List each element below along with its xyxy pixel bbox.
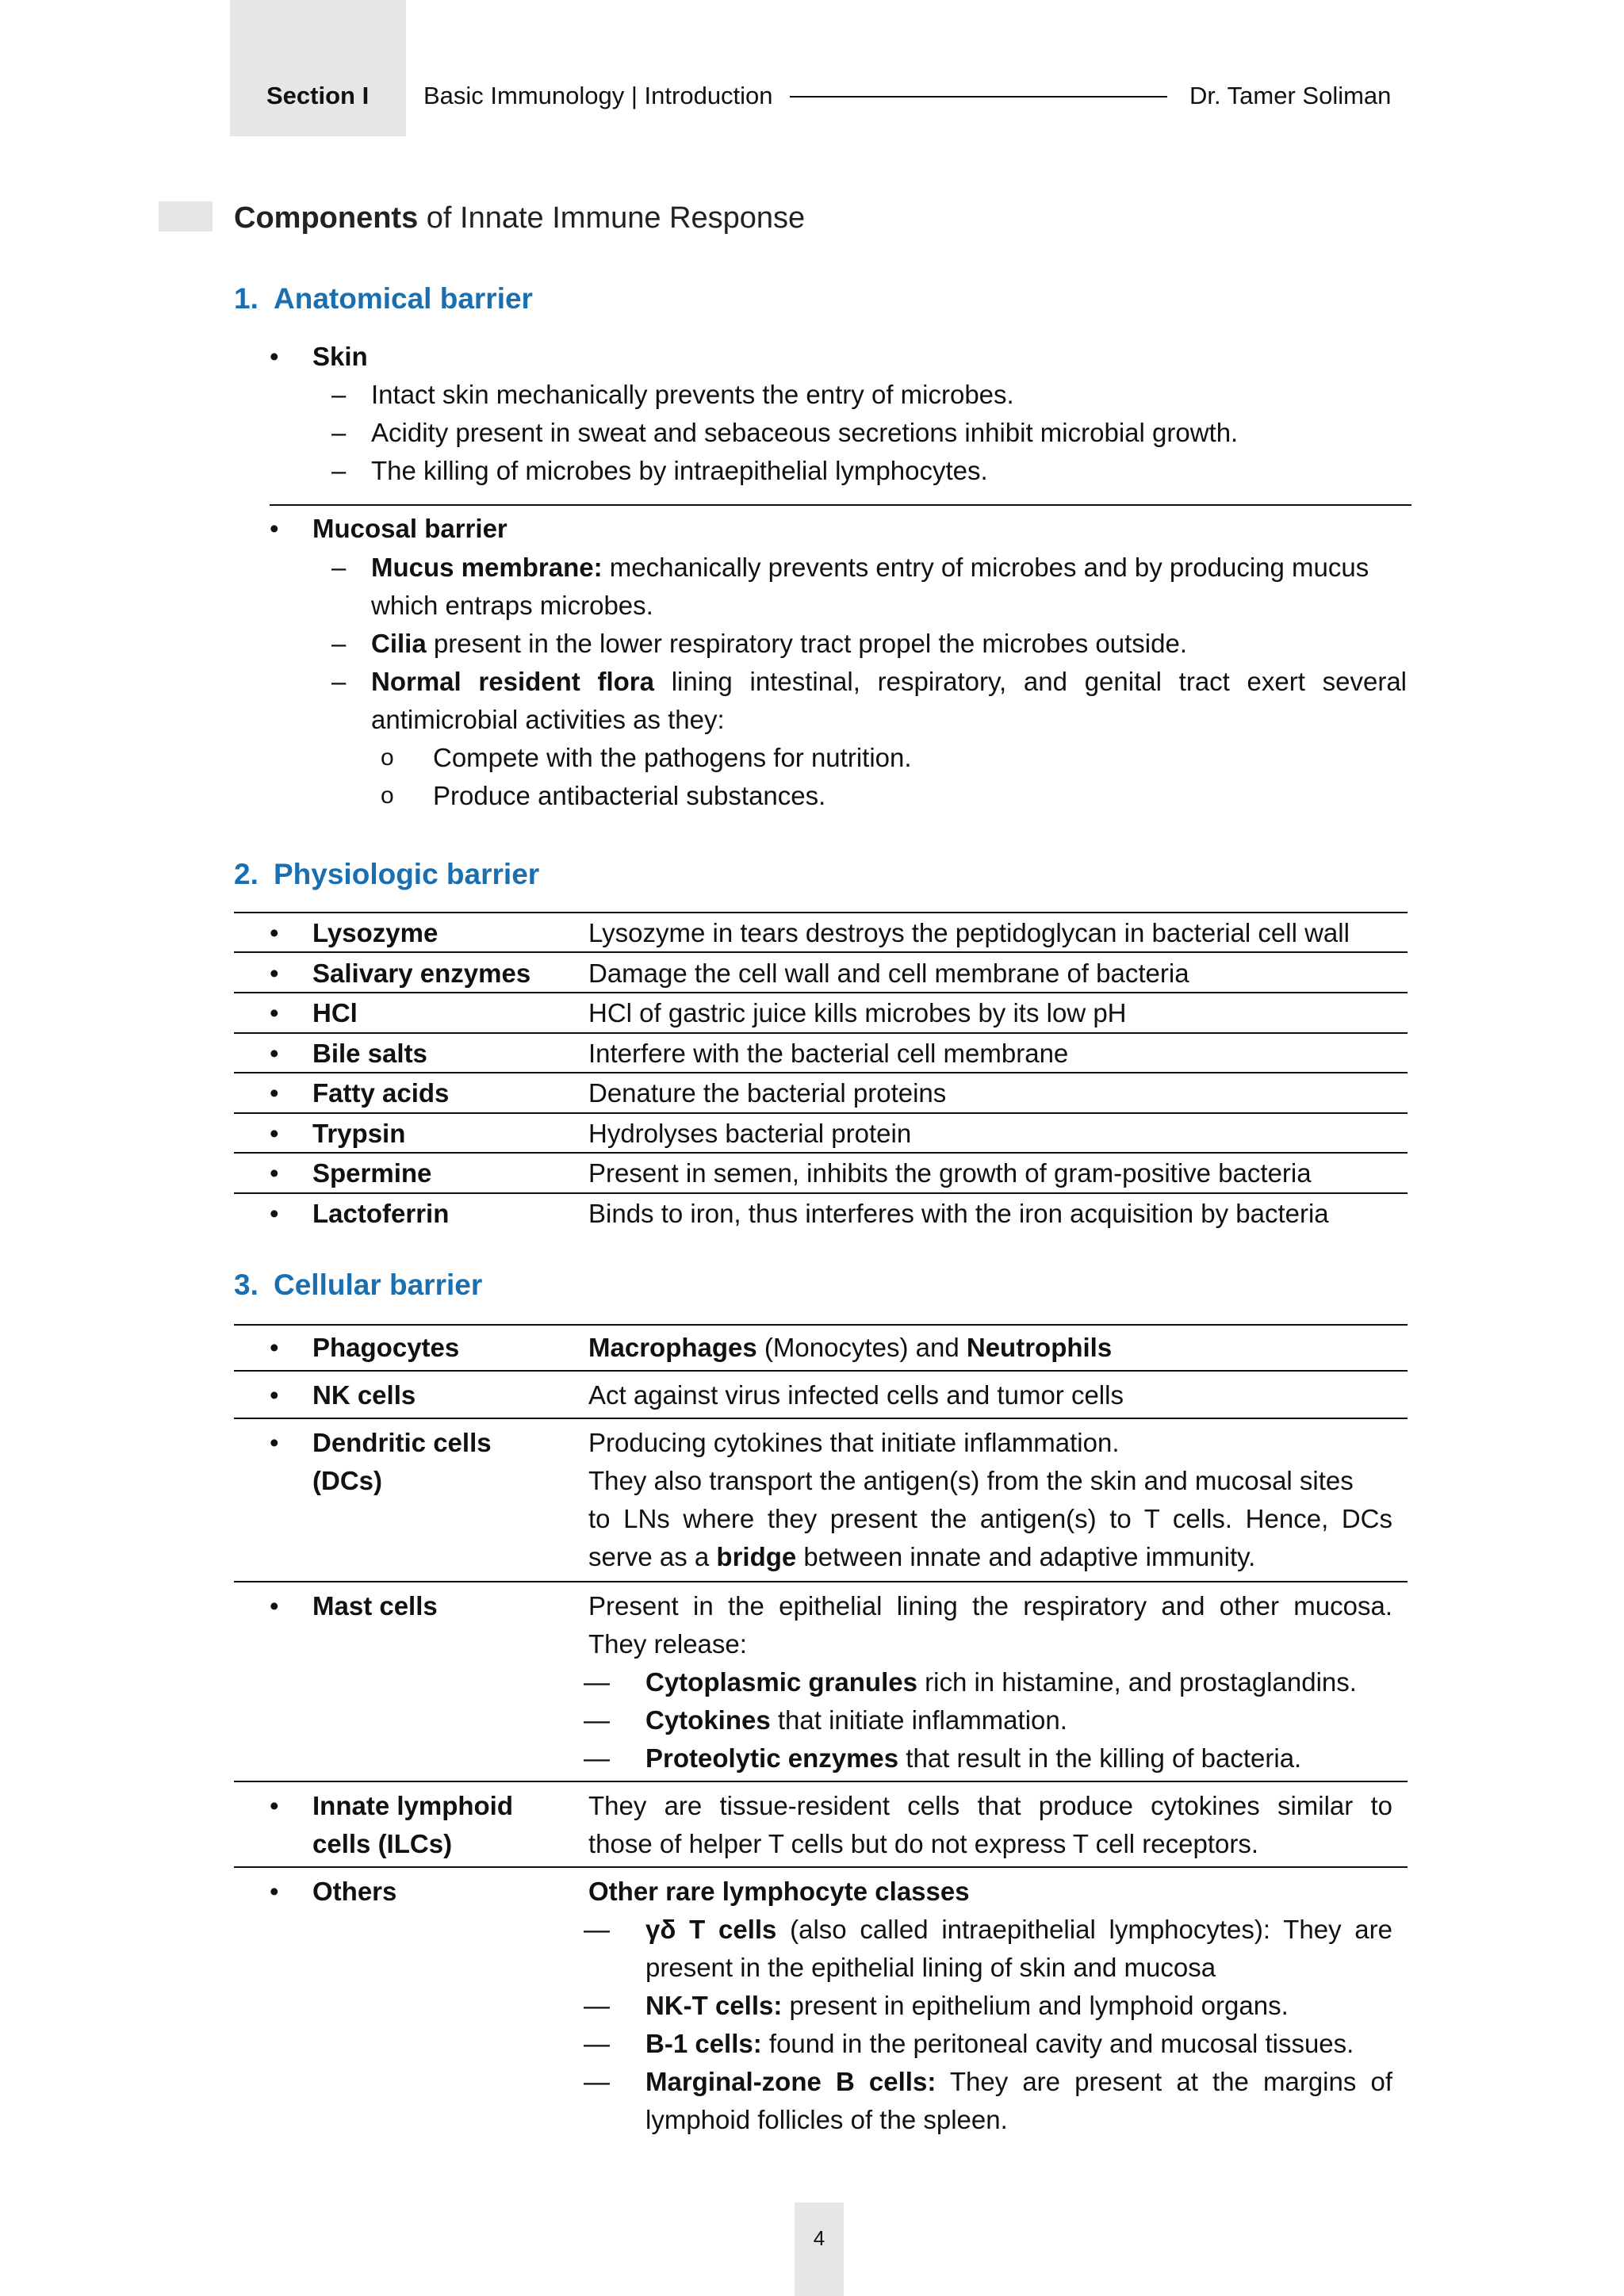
cellular-desc: They also transport the antigen(s) from the skin and mucosal sites [588,1466,1354,1495]
header-rule [790,96,1167,98]
heading-text: Cellular barrier [274,1269,483,1301]
dash: – [331,380,347,409]
bullet: • [270,1119,279,1148]
cilia-text: present in the lower respiratory tract propel the microbes outside. [426,629,1187,658]
bullet: • [270,1380,279,1410]
physiologic-term: Bile salts [312,1039,427,1068]
text: rich in histamine, and prostaglandins. [917,1667,1357,1697]
physiologic-desc: Damage the cell wall and cell membrane of bacteria [588,959,1189,988]
row-rule [234,992,1408,993]
heading-text: Physiologic barrier [274,858,540,890]
heading-anatomical [234,282,533,316]
flora-line-2: antimicrobial activities as they: [371,705,725,734]
bullet: • [270,998,279,1027]
flora-sub-item: Compete with the pathogens for nutrition. [433,743,912,772]
physiologic-term: Fatty acids [312,1078,450,1108]
mast-item [645,1701,1067,1739]
text: found in the peritoneal cavity and mucosal tissues. [761,2029,1354,2058]
text: (also called intraepithelial lymphocytes): They are [776,1915,1392,1944]
row-rule [234,1072,1408,1073]
cellular-desc: to LNs where they present the antigen(s) to T cells. Hence, DCs [588,1504,1392,1533]
cellular-desc: Act against virus infected cells and tumor cells [588,1380,1124,1410]
physiologic-term: Spermine [312,1158,432,1188]
skin-label: Skin [312,342,368,371]
text: (Monocytes) and [756,1333,967,1362]
physiologic-desc: Binds to iron, thus interferes with the iron acquisition by bacteria [588,1199,1329,1228]
row-rule [234,1418,1408,1419]
bullet: • [270,1078,279,1108]
physiologic-term: Salivary enzymes [312,959,531,988]
flora-sub-item: Produce antibacterial substances. [433,781,826,810]
row-rule [234,1781,1408,1782]
cellular-term: Dendritic cells [312,1428,492,1457]
mast-item [645,1739,1301,1777]
divider [270,504,1411,506]
em-dash: — [584,1915,610,1944]
bullet: • [270,1791,279,1820]
bullet: • [270,918,279,947]
physiologic-desc: HCl of gastric juice kills microbes by its low pH [588,998,1127,1027]
bullet: • [270,1199,279,1228]
text: present in epithelium and lymphoid organs. [782,1991,1289,2020]
bold-term: Cytoplasmic granules [645,1667,917,1697]
flora-text: lining intestinal, respiratory, and genital tract exert several [654,667,1408,696]
row-rule [234,1032,1408,1034]
mast-item [645,1663,1357,1701]
cilia-line [371,625,1187,663]
others-item-cont: lymphoid follicles of the spleen. [645,2105,1008,2134]
cellular-desc: They release: [588,1629,747,1659]
cellular-desc: Present in the epithelial lining the respiratory and other mucosa. [588,1591,1392,1621]
header-subject: Basic Immunology | Introduction [423,82,773,109]
em-dash: — [584,1991,610,2020]
text: that result in the killing of bacteria. [898,1743,1302,1773]
bold-term: Neutrophils [966,1333,1113,1362]
bullet: • [270,1877,279,1906]
bold-term: bridge [716,1542,797,1571]
cellular-term-2: (DCs) [312,1466,382,1495]
row-rule [234,1112,1408,1114]
mucus-text: mechanically prevents entry of microbes and by producing mucus [602,553,1369,582]
dash: – [331,553,347,582]
page-number-tab [795,2202,844,2296]
cellular-term: Innate lymphoid [312,1791,514,1820]
bullet: • [270,342,279,371]
row-rule [234,1152,1408,1154]
flora-line [371,663,1407,701]
bullet: • [270,1039,279,1068]
mucus-line-2: which entraps microbes. [371,591,653,620]
bold-term: Macrophages [588,1333,757,1362]
cellular-desc: Producing cytokines that initiate inflammation. [588,1428,1120,1457]
bullet: • [270,514,279,543]
title-rest: of Innate Immune Response [418,201,806,235]
table-top-rule [234,912,1408,913]
title-bold: Components [234,201,419,235]
bullet: • [270,959,279,988]
physiologic-desc: Present in semen, inhibits the growth of gram-positive bacteria [588,1158,1312,1188]
text: that initiate inflammation. [770,1705,1067,1735]
cellular-term: Mast cells [312,1591,438,1621]
flora-term: Normal resident flora [371,667,655,696]
heading-physiologic [234,858,539,891]
skin-item: The killing of microbes by intraepithelial lymphocytes. [371,456,988,485]
heading-number: 1. [234,282,259,315]
em-dash: — [584,2029,610,2058]
section-label: Section I [266,82,370,109]
page-number: 4 [813,2226,825,2250]
bullet: • [270,1591,279,1621]
bullet: • [270,1158,279,1188]
mucus-term: Mucus membrane: [371,553,603,582]
bold-term: Cytokines [645,1705,771,1735]
physiologic-desc: Denature the bacterial proteins [588,1078,947,1108]
cellular-desc [588,1538,1255,1576]
page-title [234,201,805,235]
circle-bullet: o [381,783,394,809]
text: They are present at the margins of [936,2067,1392,2096]
cellular-term: Others [312,1877,397,1906]
row-rule [234,1370,1408,1372]
row-rule [234,951,1408,953]
cilia-term: Cilia [371,629,427,658]
cellular-desc: They are tissue-resident cells that produce cytokines similar to [588,1791,1392,1820]
heading-number: 3. [234,1269,259,1301]
others-item [645,2025,1354,2063]
em-dash: — [584,1743,610,1773]
heading-text: Anatomical barrier [274,282,533,315]
heading-cellular [234,1269,482,1302]
cellular-term: Phagocytes [312,1333,460,1362]
physiologic-desc: Lysozyme in tears destroys the peptidoglycan in bacterial cell wall [588,918,1350,947]
others-item [645,1987,1289,2025]
row-rule [234,1581,1408,1582]
em-dash: — [584,2067,610,2096]
circle-bullet: o [381,744,394,771]
cellular-desc: those of helper T cells but do not express T cell receptors. [588,1829,1259,1858]
row-rule [234,1192,1408,1194]
physiologic-desc: Hydrolyses bacterial protein [588,1119,912,1148]
others-item-cont: present in the epithelial lining of skin and mucosa [645,1953,1216,1982]
mucosal-label: Mucosal barrier [312,514,508,543]
title-marker [159,201,213,232]
skin-item: Acidity present in sweat and sebaceous secretions inhibit microbial growth. [371,418,1239,447]
skin-item: Intact skin mechanically prevents the entry of microbes. [371,380,1014,409]
others-heading: Other rare lymphocyte classes [588,1877,970,1906]
bold-term: NK-T cells: [645,1991,783,2020]
others-item [645,2063,1392,2101]
mucus-line [371,549,1369,587]
header-author: Dr. Tamer Soliman [1189,82,1392,109]
dash: – [331,667,347,696]
cellular-desc [588,1329,1112,1367]
physiologic-term: Lysozyme [312,918,439,947]
others-item [645,1911,1392,1949]
table-top-rule [234,1324,1408,1326]
dash: – [331,456,347,485]
em-dash: — [584,1705,610,1735]
dash: – [331,418,347,447]
dash: – [331,629,347,658]
section-tab [230,0,406,136]
cellular-term-2: cells (ILCs) [312,1829,453,1858]
row-rule [234,1866,1408,1868]
bold-term: Marginal-zone B cells: [645,2067,936,2096]
text: serve as a [588,1542,717,1571]
bold-term: B-1 cells: [645,2029,762,2058]
physiologic-desc: Interfere with the bacterial cell membrane [588,1039,1069,1068]
bullet: • [270,1428,279,1457]
physiologic-term: Trypsin [312,1119,406,1148]
cellular-term: NK cells [312,1380,416,1410]
em-dash: — [584,1667,610,1697]
bold-term: Proteolytic enzymes [645,1743,899,1773]
physiologic-term: Lactoferrin [312,1199,450,1228]
bullet: • [270,1333,279,1362]
bold-term: γδ T cells [645,1915,777,1944]
physiologic-term: HCl [312,998,358,1027]
text: between innate and adaptive immunity. [796,1542,1256,1571]
heading-number: 2. [234,858,259,890]
